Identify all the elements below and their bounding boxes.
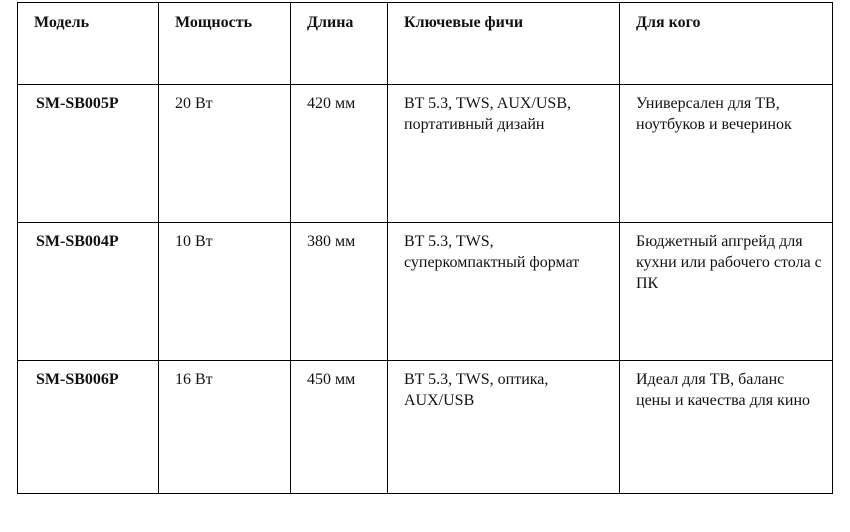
cell-length: 420 мм [291,85,388,223]
header-length: Длина [291,3,388,85]
cell-model: SM-SB005P [18,85,159,223]
header-features: Ключевые фичи [388,3,620,85]
cell-features: BT 5.3, TWS, суперкомпактный формат [388,223,620,361]
table-row [18,223,833,361]
cell-length: 450 мм [291,361,388,494]
soundbar-comparison-table [17,2,833,494]
cell-model: SM-SB004P [18,223,159,361]
cell-features: BT 5.3, TWS, AUX/USB, портативный дизайн [388,85,620,223]
cell-model: SM-SB006P [18,361,159,494]
table-row [18,361,833,494]
cell-audience: Универсален для ТВ, ноутбуков и вечеринок [620,85,833,223]
header-power: Мощность [159,3,291,85]
comparison-table-container [17,2,832,494]
table-row [18,85,833,223]
header-model: Модель [18,3,159,85]
cell-power: 16 Вт [159,361,291,494]
cell-features: BT 5.3, TWS, оптика, AUX/USB [388,361,620,494]
cell-power: 20 Вт [159,85,291,223]
cell-length: 380 мм [291,223,388,361]
cell-power: 10 Вт [159,223,291,361]
header-audience: Для кого [620,3,833,85]
table-header-row [18,3,833,85]
cell-audience: Идеал для ТВ, баланс цены и качества для кино [620,361,833,494]
cell-audience: Бюджетный апгрейд для кухни или рабочего стола с ПК [620,223,833,361]
